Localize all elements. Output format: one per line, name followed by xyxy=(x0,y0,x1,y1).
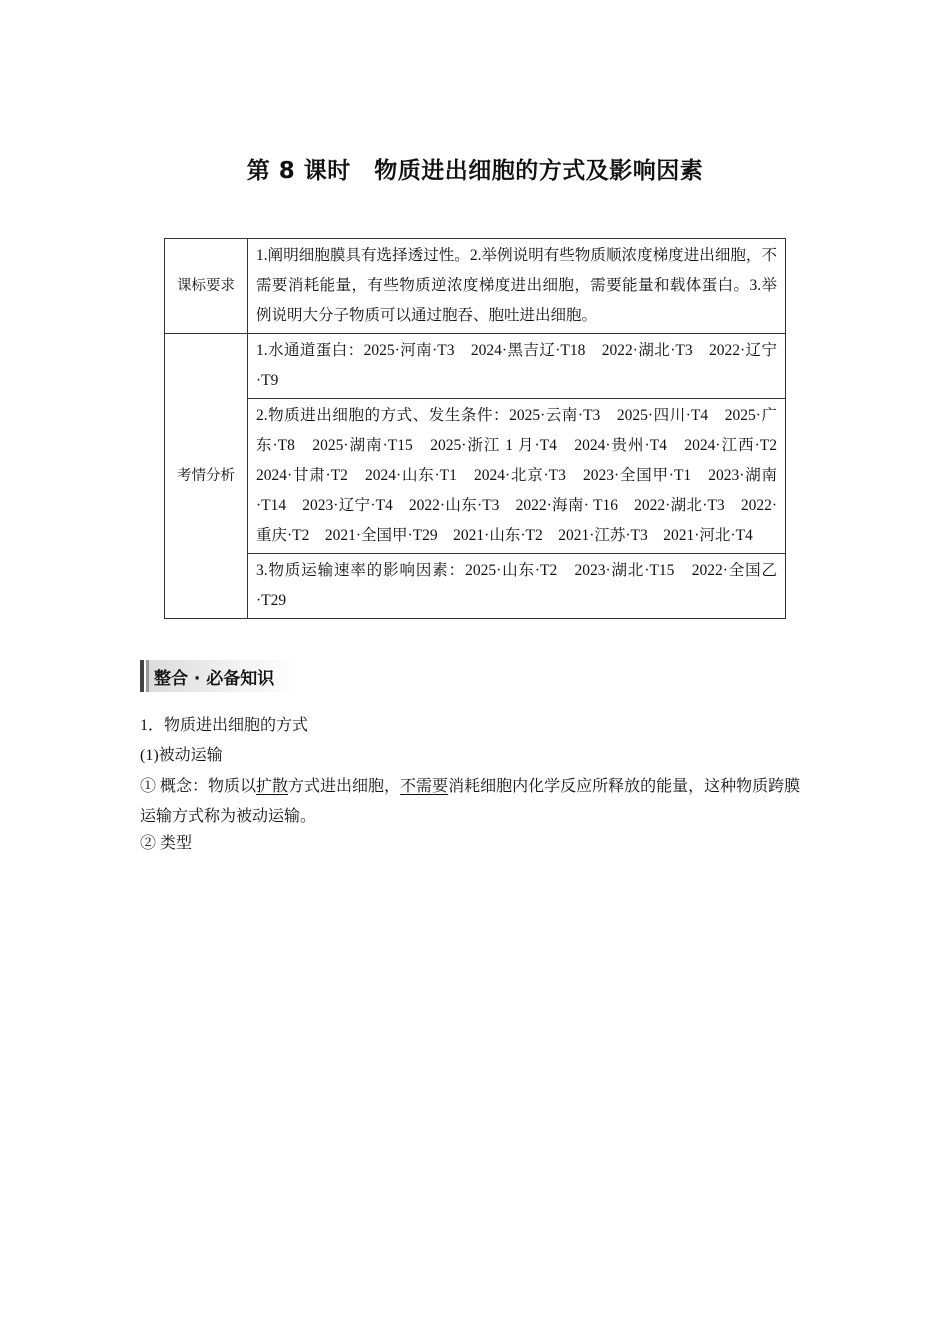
table-row xyxy=(165,334,786,399)
heading-level-2: (1)被动运输 xyxy=(140,747,223,764)
concept-paragraph: ① 概念：物质以扩散方式进出细胞，不需要消耗细胞内化学反应所释放的能量，这种物质跨膜运输方式称为被动运输。 xyxy=(140,778,801,825)
analysis-item-3: 3.物质运输速率的影响因素：2025·山东·T2 2023·湖北·T15 2022·全国乙·T29 xyxy=(248,554,786,619)
table-row xyxy=(165,239,786,334)
fill-blank-answer: 扩散 xyxy=(256,778,289,795)
requirements-paragraph: 1.阐明细胞膜具有选择透过性。2.举例说明有些物质顺浓度梯度进出细胞，不需要消耗能量，有些物质逆浓度梯度进出细胞，需要能量和载体蛋白。3.举例说明大分子物质可以通过胞吞、胞吐进出细胞。 xyxy=(256,247,777,324)
fill-blank-answer: 不需要 xyxy=(400,778,449,795)
analysis-item-1: 1.水通道蛋白：2025·河南·T3 2024·黑吉辽·T18 2022·湖北·T3 2022·辽宁·T9 xyxy=(248,334,786,399)
analysis-item-2: 2.物质进出细胞的方式、发生条件：2025·云南·T3 2025·四川·T4 2025·广东·T8 2025·湖南·T15 2025·浙江 1 月·T4 2024·贵州·T4 2024·江西·T2 2024·甘肃·T2 2024·山东·T1 2024·北京·T3 2023·全国甲·T1 2023·湖南·T14 2023·辽宁·T4 2022·山东·T3 2022·海南· T16 2022·湖北·T3 2022·重庆·T2 2021·全国甲·T29 2021·山东·T2 2021·江苏·T3 2021·河北·T4 xyxy=(248,399,786,554)
section-heading xyxy=(140,660,300,692)
table-row xyxy=(165,399,786,554)
heading-bar-decoration xyxy=(140,660,144,692)
table-row xyxy=(165,554,786,619)
analysis-label: 考情分析 xyxy=(165,334,248,619)
requirements-label: 课标要求 xyxy=(165,239,248,334)
requirements-text xyxy=(248,239,786,334)
page-title: 第 8 课时 物质进出细胞的方式及影响因素 xyxy=(246,158,704,184)
curriculum-table xyxy=(164,238,793,619)
heading-level-1: 1．物质进出细胞的方式 xyxy=(140,717,309,734)
types-heading: ② 类型 xyxy=(140,835,193,852)
section-heading-label: 整合 · 必备知识 xyxy=(154,669,275,689)
